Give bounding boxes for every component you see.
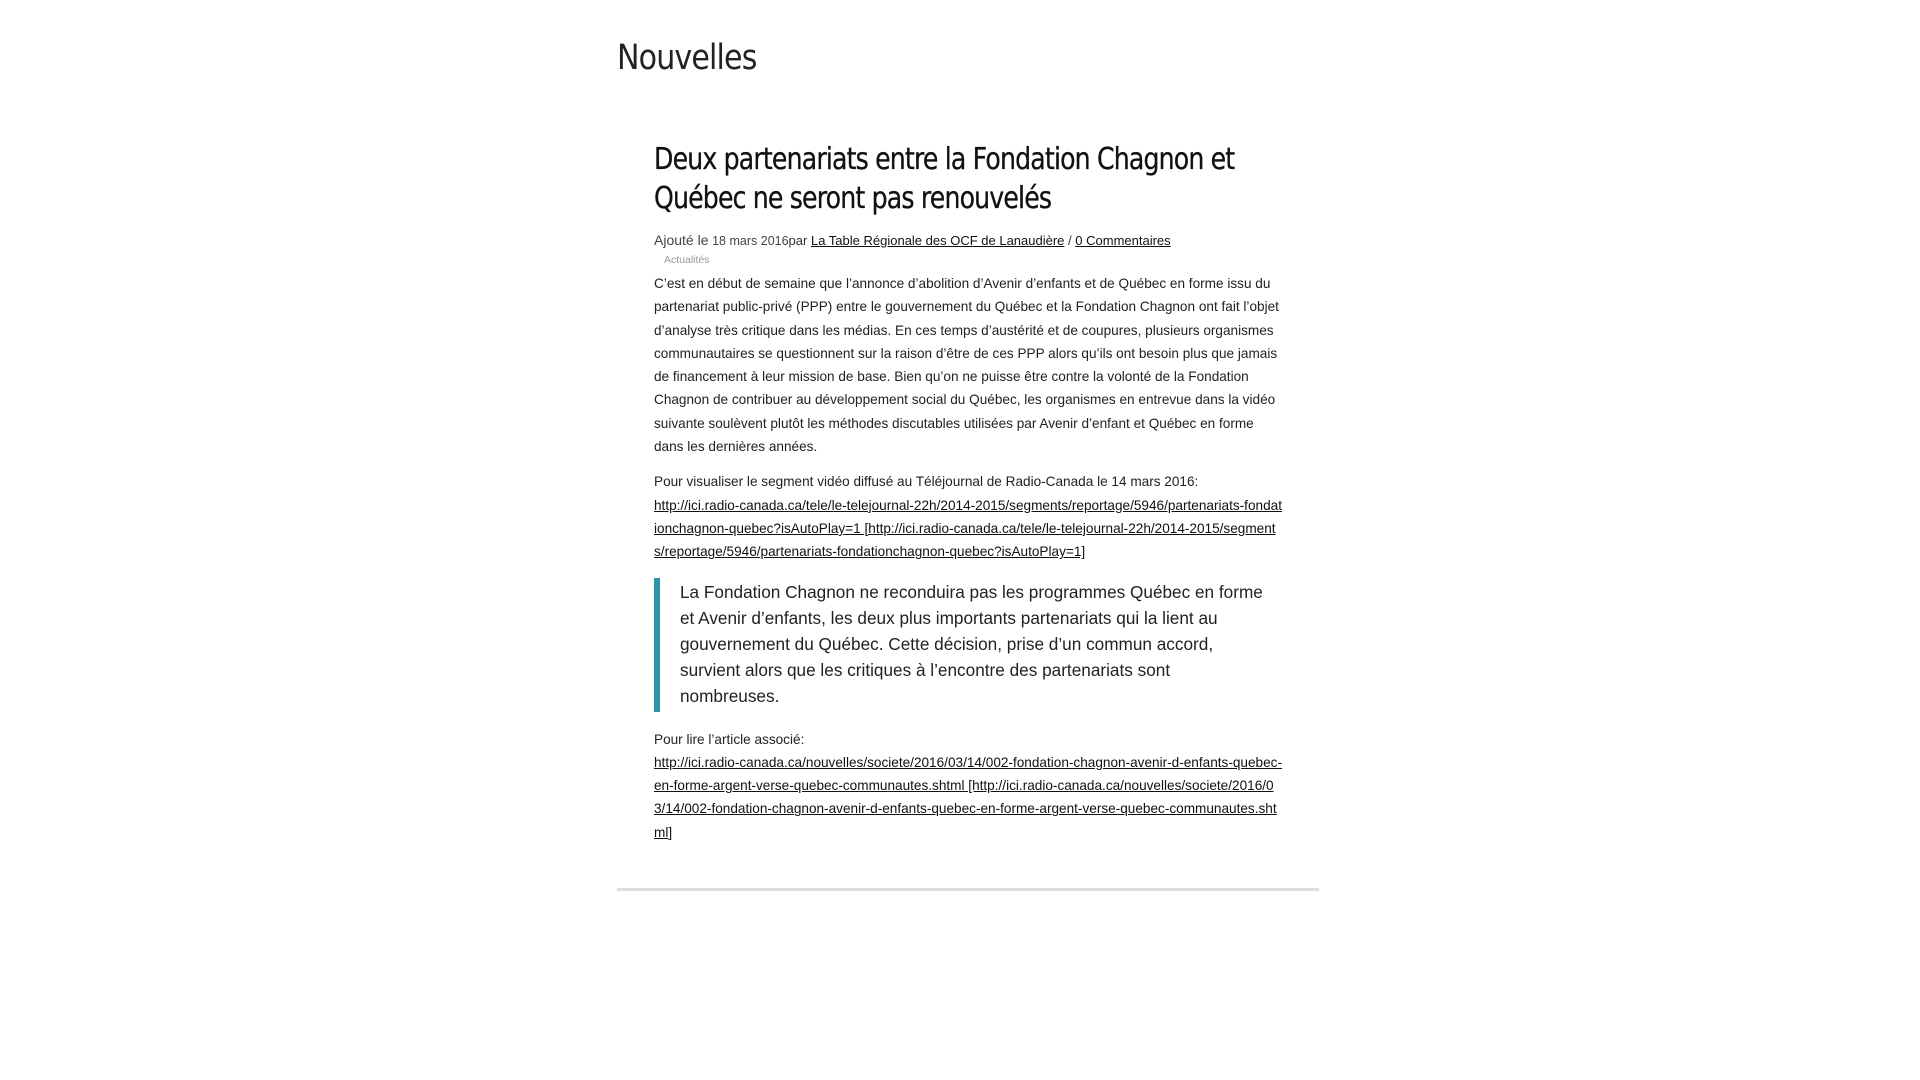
post-paragraph: C’est en début de semaine que l’annonce d’abolition d’Avenir d’enfants et de Québec en forme issu du partenariat public-privé (PPP) entre le gouvernement du Québec et la Fondation Chagnon ont fait l’objet d’analyse très critique dans les médias. En ces temps d’austérité et de coupures, plusieurs organismes communautaires se questionnent sur la raison d’être de ces PPP alors qu’ils ont besoin plus que jamais de financement à leur mission de base. Bien qu’on ne puisse être contre la volonté de la Fondation Chagnon de contribuer au développement social du Québec, les organismes en entrevue dans la vidéo suivante soulèvent plutôt les méthodes discutables utilisées par Avenir d’enfant et Québec en forme dans les dernières années. [654, 276, 1279, 455]
meta-separator: / [1068, 233, 1072, 248]
author-link[interactable]: La Table Régionale des OCF de Lanaudière [810, 233, 1065, 248]
section-title: Nouvelles [617, 38, 757, 78]
article-link[interactable]: http://ici.radio-canada.ca/nouvelles/societe/2016/03/14/002-fondation-chagnon-avenir-d-enfants-quebec-en-forme-argent-verse-quebec-communautes.shtml [http://ici.radio-canada.ca/nouvelles/societe/2016/03/14/002-fondation-chagnon-avenir-d-enfants-quebec-en-forme-argent-verse-quebec-communautes.shtml] [654, 754, 1282, 840]
video-paragraph [654, 470, 1284, 563]
post-category: Actualités [664, 254, 710, 266]
quote-block [654, 578, 1284, 712]
post-body [654, 272, 1284, 844]
video-intro: Pour visualiser le segment vidéo diffusé au Téléjournal de Radio-Canada le 14 mars 2016: [654, 474, 1199, 490]
news-post [654, 140, 1284, 856]
article-paragraph [654, 728, 1284, 844]
post-title: Deux partenariats entre la Fondation Chagnon et Québec ne seront pas renouvelés [654, 142, 1235, 216]
added-label: Ajouté le [654, 232, 709, 248]
post-date: 18 mars 2016 [712, 234, 789, 248]
post-divider [617, 888, 1319, 891]
quote-text: La Fondation Chagnon ne reconduira pas les programmes Québec en forme et Avenir d’enfants, les deux plus importants partenariats qui la lient au gouvernement du Québec. Cette décision, prise d’un commun accord, survient alors que les critiques à l’encontre des partenariats sont nombreuses. [680, 581, 1263, 706]
by-label: par [788, 233, 808, 248]
video-link[interactable]: http://ici.radio-canada.ca/tele/le-telejournal-22h/2014-2015/segments/reportage/5946/partenariats-fondationchagnon-quebec?isAutoPlay=1 [http://ici.radio-canada.ca/tele/le-telejournal-22h/2014-2015/segments/reportage/5946/partenariats-fondationchagnon-quebec?isAutoPlay=1] [654, 497, 1282, 560]
comments-link[interactable]: 0 Commentaires [1075, 233, 1171, 248]
post-meta [654, 232, 1284, 248]
article-intro: Pour lire l’article associé: [654, 731, 805, 747]
